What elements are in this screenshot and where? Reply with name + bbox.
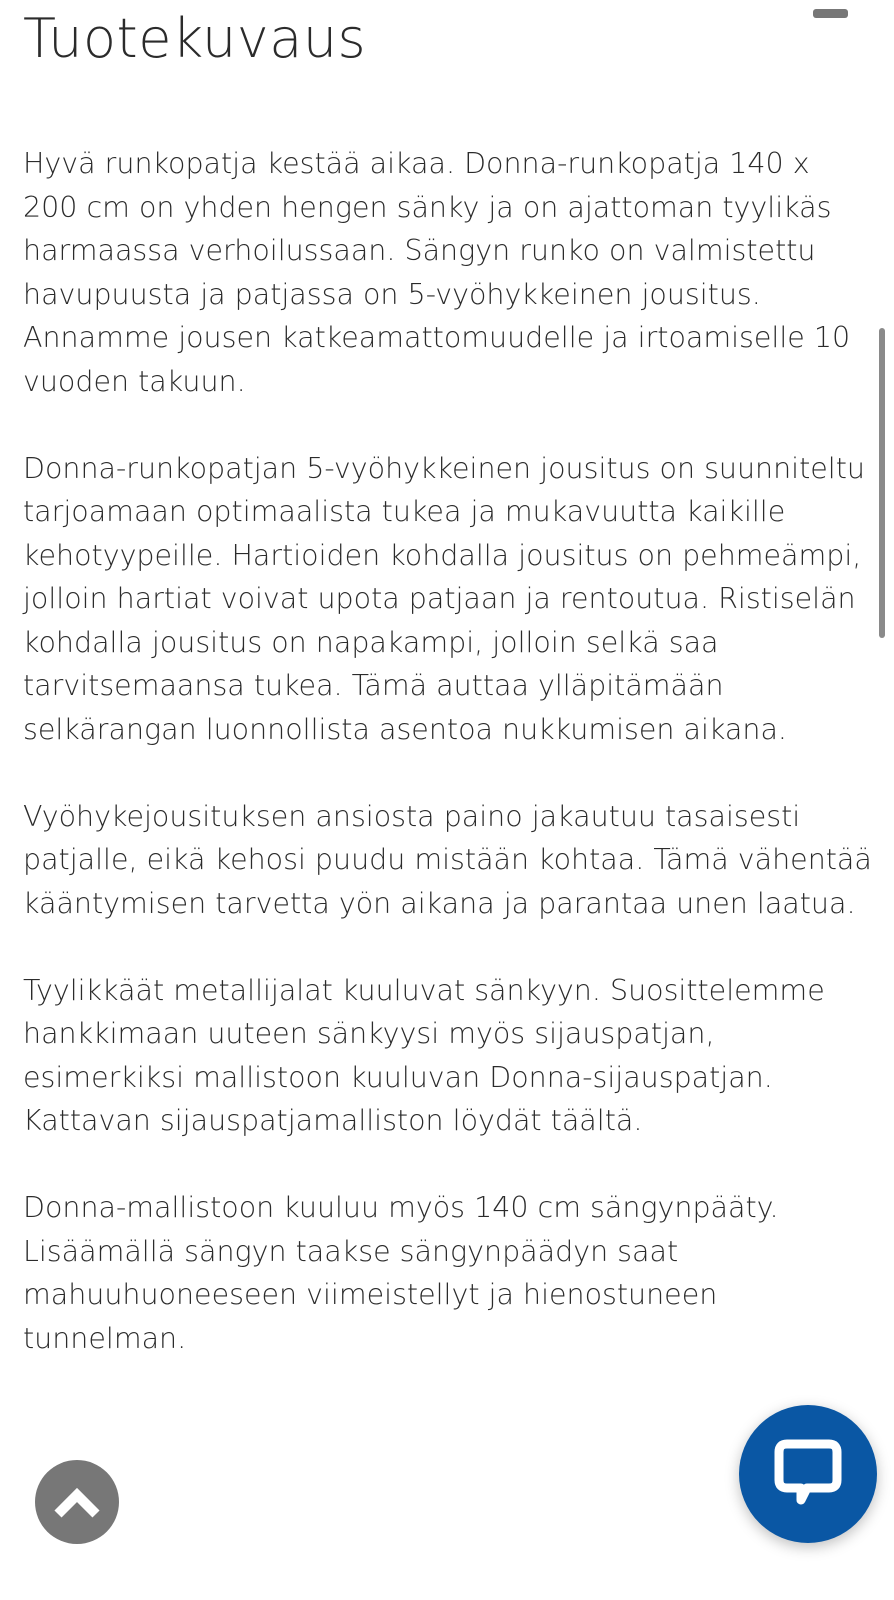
description-paragraph: Hyvä runkopatja kestää aikaa. Donna-runkopatja 140 x 200 cm on yhden hengen sänky ja on ajattoman tyylikäs harmaassa verhoilussaan. Sängyn runko on valmistettu havupuusta ja patjassa on 5-vyöhykkeinen jousitus. Annamme jousen katkeamattomuudelle ja irtoamiselle 10 vuoden takuun. (23, 147, 851, 398)
description-paragraph: Vyöhykejousituksen ansiosta paino jakautuu tasaisesti patjalle, eikä kehosi puudu mistään kohtaa. Tämä vähentää kääntymisen tarvetta yön aikana ja parantaa unen laatua. (23, 799, 872, 920)
collapse-minus-icon[interactable] (813, 9, 848, 18)
chat-bubble-icon (773, 1438, 843, 1510)
product-description (23, 142, 873, 1404)
section-title: Tuotekuvaus (23, 7, 367, 70)
description-paragraph: Tyylikkäät metallijalat kuuluvat sänkyyn. Suosittelemme hankkimaan uuteen sänkyysi myös sijauspatjan, esimerkiksi mallistoon kuuluvan Donna-sijauspatjan. Kattavan sijauspatjamalliston löydät täältä. (23, 973, 825, 1137)
chat-button[interactable] (739, 1405, 877, 1543)
description-paragraph: Donna-mallistoon kuuluu myös 140 cm sängynpääty. Lisäämällä sängyn taakse sängynpäädyn saat mahuuhuoneeseen viimeistellyt ja hienostuneen tunnelman. (23, 1191, 779, 1355)
scroll-to-top-button[interactable] (35, 1460, 119, 1544)
scrollbar[interactable] (879, 328, 885, 638)
chevron-up-icon (52, 1484, 102, 1520)
description-paragraph: Donna-runkopatjan 5-vyöhykkeinen jousitus on suunniteltu tarjoamaan optimaalista tukea ja mukavuutta kaikille kehotyypeille. Hartioiden kohdalla jousitus on pehmeämpi, jolloin hartiat voivat upota patjaan ja rentoutua. Ristiselän kohdalla jousitus on napakampi, jolloin selkä saa tarvitsemaansa tukea. Tämä auttaa ylläpitämään selkärangan luonnollista asentoa nukkumisen aikana. (23, 451, 865, 746)
